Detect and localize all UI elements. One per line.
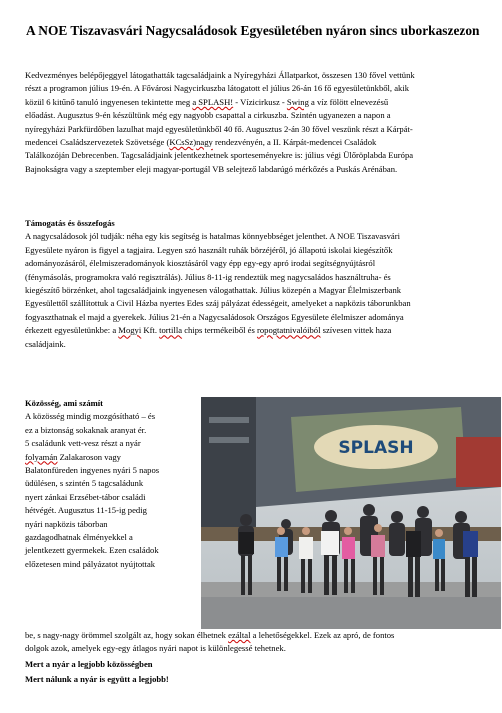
text-line: nyert zánkai Erzsébet-tábor családi: [25, 491, 146, 502]
text-line: ez a biztonság sokaknak aranyat ér.: [25, 424, 147, 435]
text-line: Kedvezményes belépőjeggyel látogathatták tagcsaládjaink a Nyíregyházi Állatparkot, összesen 130 fővel vettünk: [25, 70, 415, 80]
text-line: adományozásáról, élelmiszeradományok kiosztásáról vagy épp egy-egy apró irodai segítségnyújtásról: [25, 258, 376, 269]
closing-line: Mert a nyár a legjobb közösségben: [25, 658, 153, 669]
text-line: előadást. Augusztus 9-én készültünk még egy nagyobb csapattal a cirkuszba. Szintén ugyanezen a napon a: [25, 110, 391, 121]
text-line: Egyesülete nyáron is figyel a tagjaira. Legyen szó használt ruhák börzéjéről, jó állapotú iskolai kiegészítők: [25, 244, 393, 255]
section-heading: Támogatás és összefogás: [25, 218, 115, 228]
group-photo: [201, 397, 501, 629]
text-line: üdülésen, s szintén 5 tagcsaládunk: [25, 478, 144, 489]
text-line: nyíregyházi Parkfürdőben lazulhat majd egyesületünkből 40 fő. Augusztus 2-án 30 fővel veszünk részt a Kárpát-: [25, 123, 413, 134]
text-line: A közösség mindig mozgósítható – és: [25, 411, 156, 422]
text-line: Bajnokságra vagy a szeptember eleji magyar-portugál VB selejtező labdarúgó mérkőzés a Puskás Arénában.: [25, 163, 398, 174]
text-line: Találkozóján Debrecenben. Tagcsaládjaink jelentkezhetnek sporteseményekre is: július végi Ülőröplabda Európa: [25, 150, 414, 161]
text-line: fogyaszthatnak el majd a gyerekek. Július 21-én a Nagycsaládosok Országos Egyesülete élelmiszer adománya: [25, 311, 404, 322]
text-line: be, s nagy-nagy örömmel szolgált az, hogy sokan élhetnek ezáltal a lehetőségekkel. Ezek az apró, de fontos: [25, 630, 395, 640]
text-line: Egyesülettől szállítottuk a Civil Házba nyertes Edes száj pályázat édességeit, amelyeket a napközis táborunkban: [25, 298, 411, 309]
text-line: folyamán Zalakaroson vagy: [25, 451, 121, 462]
intro-paragraph: [25, 69, 501, 176]
community-section: [25, 397, 201, 571]
continued-text: [25, 629, 501, 687]
text-line: gazdagodhatnak élményekkel a: [25, 532, 133, 543]
closing-line: Mert nálunk a nyár is együtt a legjobb!: [25, 674, 169, 685]
text-line: közül 6 kitűnő tanuló ingyenesen tekintette meg a SPLASH! - Vízicirkusz - Swing a víz fölött elnevezésű: [25, 96, 389, 107]
text-line: családjaink.: [25, 338, 66, 349]
text-line: A nagycsaládosok jól tudják: néha egy kis segítség is hatalmas könnyebbséget jelenthet. A NOE Tiszavasvári: [25, 231, 400, 242]
text-line: Balatonfüreden ingyenes nyári 5 napos: [25, 465, 160, 476]
text-line: medencei Családszervezetek Szövetsége (KCsSz)nagy rendezvényén, a II. Kárpát-medencei Családok: [25, 137, 377, 148]
support-section: [25, 217, 501, 351]
text-line: hétvégét. Augusztus 11-15-ig pedig: [25, 505, 147, 516]
text-line: részt a programon július 19-én. A Fővárosi Nagycirkuszba látogatott el július 26-án 16 fő egyesületünkből, akik: [25, 83, 410, 94]
article-title: A NOE Tiszavasvári Nagycsaládosok Egyesületében nyáron sincs uborkaszezon: [26, 23, 480, 38]
section-heading: Közösség, ami számít: [25, 398, 104, 408]
sign-text: SPLASH: [338, 438, 414, 458]
text-line: kiegészítő börzénket, ahol tagcsaládjaink ingyenesen válogathattak. Július közepén a Magyar Élelmiszerbank: [25, 285, 402, 296]
text-line: dolgok azok, amelyek egy-egy átlagos nyári napot is különlegessé tehetnek.: [25, 643, 286, 654]
text-line: jelentkezett gyermekek. Ezen családok: [25, 545, 159, 556]
text-line: nyári napközis táborban: [25, 518, 108, 529]
text-line: (fénymásolás, programokra való regisztrálás). Július 8-11-ig rendeztük meg nagycsaládos használtruha- és: [25, 271, 391, 282]
text-line: 5 családunk vett-vesz részt a nyár: [25, 438, 141, 449]
text-line: érkezett egyesületünkbe: a Mogyi Kft. tortilla chips termékeiből és ropogtatnivalóiból szívesen vittek haza: [25, 325, 392, 336]
text-line: előzetesen mind pályázatot nyújtottak: [25, 558, 156, 569]
